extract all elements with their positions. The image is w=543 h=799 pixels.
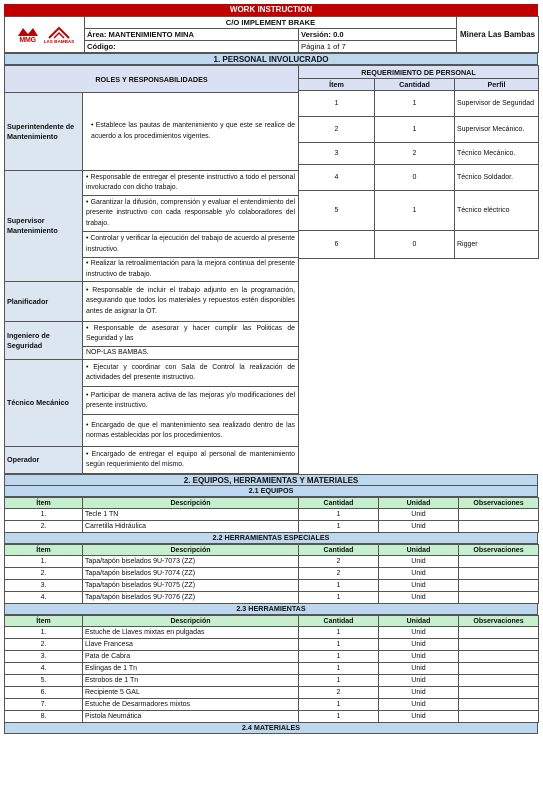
quantity: 0 — [375, 165, 455, 191]
profile: Supervisor de Seguridad — [455, 91, 539, 117]
table-row — [5, 592, 539, 604]
observations — [459, 521, 539, 533]
quantity: 2 — [299, 687, 379, 699]
company-name: Minera Las Bambas — [457, 17, 539, 53]
observations — [459, 568, 539, 580]
profile: Técnico Mecánico. — [455, 143, 539, 165]
table-row — [5, 639, 539, 651]
column-header-observations: Observaciones — [459, 545, 539, 556]
item-number: 3 — [299, 143, 375, 165]
unit: Unid — [379, 556, 459, 568]
role-responsibility: • Responsable de entregar el presente instructivo a todo el personal involucrado con dicho trabajo. — [83, 171, 299, 196]
table-row — [5, 556, 539, 568]
column-header-unit: Unidad — [379, 616, 459, 627]
role-responsibility: • Ejecutar y coordinar con Sala de Control la realización de actividades del presente instructivo. — [83, 360, 299, 387]
quantity: 1 — [375, 117, 455, 143]
herramientas-table — [4, 615, 539, 723]
quantity: 2 — [299, 568, 379, 580]
roles-table — [4, 65, 299, 474]
description: Tapa/tapón biselados 9U-7075 (ZZ) — [83, 580, 299, 592]
description: Llave Francesa — [83, 639, 299, 651]
quantity: 2 — [299, 556, 379, 568]
table-row — [299, 165, 539, 191]
table-row — [5, 568, 539, 580]
column-header-item: Ítem — [5, 545, 83, 556]
item-number: 1. — [5, 509, 83, 521]
quantity: 1 — [299, 509, 379, 521]
table-row — [299, 191, 539, 231]
table-row — [5, 521, 539, 533]
work-instruction-banner: WORK INSTRUCTION — [4, 4, 538, 16]
table-row — [5, 627, 539, 639]
equipos-title: 2.1 EQUIPOS — [4, 486, 538, 497]
section-1-body — [4, 65, 538, 474]
role-responsibility: • Controlar y verificar la ejecución del trabajo de acuerdo al presente instructivo. — [83, 232, 299, 258]
item-number: 1. — [5, 556, 83, 568]
section-1-title: 1. PERSONAL INVOLUCRADO — [4, 53, 538, 65]
unit: Unid — [379, 699, 459, 711]
role-name: Técnico Mecánico — [5, 360, 83, 447]
herramientas-title: 2.3 HERRAMIENTAS — [4, 604, 538, 615]
unit: Unid — [379, 592, 459, 604]
unit: Unid — [379, 663, 459, 675]
herramientas-especiales-title: 2.2 HERRAMIENTAS ESPECIALES — [4, 533, 538, 544]
page-number: Página 1 of 7 — [299, 41, 457, 53]
unit: Unid — [379, 687, 459, 699]
column-header-unit: Unidad — [379, 498, 459, 509]
quantity: 1 — [299, 639, 379, 651]
document-page — [4, 4, 538, 734]
item-number: 6 — [299, 231, 375, 259]
description: Tapa/tapón biselados 9U-7073 (ZZ) — [83, 556, 299, 568]
observations — [459, 687, 539, 699]
table-row — [5, 675, 539, 687]
company-logo — [5, 17, 85, 53]
observations — [459, 663, 539, 675]
role-name: Supervisor Mantenimiento — [5, 171, 83, 282]
profile: Técnico eléctrico — [455, 191, 539, 231]
column-header-observations: Observaciones — [459, 616, 539, 627]
item-number: 5 — [299, 191, 375, 231]
description: Tapa/tapón biselados 9U-7074 (ZZ) — [83, 568, 299, 580]
table-row — [5, 663, 539, 675]
quantity: 0 — [375, 231, 455, 259]
item-number: 1 — [299, 91, 375, 117]
unit: Unid — [379, 580, 459, 592]
item-number: 2. — [5, 568, 83, 580]
description: Pistola Neumática — [83, 711, 299, 723]
description: Tapa/tapón biselados 9U-7076 (ZZ) — [83, 592, 299, 604]
profile: Técnico Soldador. — [455, 165, 539, 191]
role-responsibility: NOP-LAS BAMBAS. — [83, 347, 299, 360]
role-name: Planificador — [5, 282, 83, 322]
observations — [459, 699, 539, 711]
item-number: 2 — [299, 117, 375, 143]
role-name: Operador — [5, 447, 83, 474]
herramientas-especiales-table — [4, 544, 539, 604]
table-row — [5, 509, 539, 521]
description: Estuche de Llaves mixtas en pulgadas — [83, 627, 299, 639]
column-header-description: Descripción — [83, 616, 299, 627]
role-responsibility: • Garantizar la difusión, comprensión y evaluar el entendimiento del presente instructivo con cada responsable y/o colaboradores del trabajo. — [83, 196, 299, 232]
role-responsibility: • Responsable de incluir el trabajo adjunto en la programación, asegurando que todos los materiales y repuestos estén disponibles antes de asignar la OT. — [83, 282, 299, 322]
quantity: 1 — [299, 711, 379, 723]
role-responsibility: • Realizar la retroalimentación para la mejora continua del presente instructivo de trabajo. — [83, 258, 299, 282]
item-number: 8. — [5, 711, 83, 723]
column-header-quantity: Cantidad — [299, 498, 379, 509]
description: Recipiente 5 GAL — [83, 687, 299, 699]
item-number: 4 — [299, 165, 375, 191]
quantity: 1 — [299, 699, 379, 711]
quantity: 1 — [375, 91, 455, 117]
unit: Unid — [379, 509, 459, 521]
quantity: 1 — [299, 627, 379, 639]
profile: Supervisor Mecánico. — [455, 117, 539, 143]
table-row — [299, 231, 539, 259]
column-header-description: Descripción — [83, 498, 299, 509]
unit: Unid — [379, 639, 459, 651]
description: Estuche de Desarmadores mixtos — [83, 699, 299, 711]
observations — [459, 639, 539, 651]
mmg-logo: MMG — [15, 25, 41, 45]
column-header-description: Descripción — [83, 545, 299, 556]
item-number: 4. — [5, 663, 83, 675]
column-header-profile: Perfil — [455, 79, 539, 91]
quantity: 1 — [375, 191, 455, 231]
document-title: C/O IMPLEMENT BRAKE — [85, 17, 457, 29]
equipos-table — [4, 497, 539, 533]
role-name: Superintendente de Mantenimiento — [5, 93, 83, 171]
las-bambas-logo-icon — [47, 26, 71, 39]
quantity: 1 — [299, 663, 379, 675]
column-header-unit: Unidad — [379, 545, 459, 556]
item-number: 6. — [5, 687, 83, 699]
observations — [459, 592, 539, 604]
item-number: 2. — [5, 521, 83, 533]
column-header-quantity: Cantidad — [299, 545, 379, 556]
personnel-requirement-table — [298, 65, 539, 259]
item-number: 3. — [5, 580, 83, 592]
unit: Unid — [379, 627, 459, 639]
description: Estrobos de 1 Tn — [83, 675, 299, 687]
unit: Unid — [379, 521, 459, 533]
quantity: 1 — [299, 675, 379, 687]
observations — [459, 556, 539, 568]
table-row — [5, 687, 539, 699]
unit: Unid — [379, 675, 459, 687]
table-row — [5, 711, 539, 723]
role-responsibility: • Establece las pautas de mantenimiento y que este se realice de acuerdo a los procedimientos vigentes. — [83, 93, 299, 171]
roles-header: ROLES Y RESPONSABILIDADES — [5, 66, 299, 93]
las-bambas-logo: LAS BAMBAS — [44, 26, 75, 44]
observations — [459, 580, 539, 592]
table-row — [5, 651, 539, 663]
observations — [459, 711, 539, 723]
observations — [459, 509, 539, 521]
quantity: 1 — [299, 651, 379, 663]
role-responsibility: • Participar de manera activa de las mejoras y/o modificaciones del presente instructivo. — [83, 387, 299, 415]
column-header-item: Ítem — [299, 79, 375, 91]
code-field: Código: — [85, 41, 299, 53]
materiales-title: 2.4 MATERIALES — [4, 723, 538, 734]
column-header-quantity: Cantidad — [299, 616, 379, 627]
unit: Unid — [379, 711, 459, 723]
observations — [459, 651, 539, 663]
item-number: 2. — [5, 639, 83, 651]
table-row — [299, 143, 539, 165]
document-header — [4, 16, 539, 53]
description: Eslingas de 1 Tn — [83, 663, 299, 675]
quantity: 1 — [299, 592, 379, 604]
description: Pata de Cabra — [83, 651, 299, 663]
quantity: 1 — [299, 521, 379, 533]
unit: Unid — [379, 651, 459, 663]
table-row — [5, 580, 539, 592]
item-number: 1. — [5, 627, 83, 639]
table-row — [299, 117, 539, 143]
profile: Rigger — [455, 231, 539, 259]
column-header-observations: Observaciones — [459, 498, 539, 509]
role-responsibility: • Encargado de entregar el equipo al personal de mantenimiento según requerimiento del mismo. — [83, 447, 299, 474]
observations — [459, 627, 539, 639]
column-header-item: Ítem — [5, 498, 83, 509]
description: Tecle 1 TN — [83, 509, 299, 521]
unit: Unid — [379, 568, 459, 580]
requirement-header: REQUERIMIENTO DE PERSONAL — [299, 66, 539, 79]
role-responsibility: • Responsable de asesorar y hacer cumplir las Politicas de Seguridad y las — [83, 322, 299, 347]
quantity: 1 — [299, 580, 379, 592]
column-header-quantity: Cantidad — [375, 79, 455, 91]
section-2-title: 2. EQUIPOS, HERRAMIENTAS Y MATERIALES — [4, 474, 538, 486]
item-number: 5. — [5, 675, 83, 687]
column-header-item: Ítem — [5, 616, 83, 627]
version-field: Versión: 0.0 — [299, 29, 457, 41]
item-number: 7. — [5, 699, 83, 711]
table-row — [299, 91, 539, 117]
role-name: Ingeniero de Seguridad — [5, 322, 83, 360]
role-responsibility: • Encargado de que el mantenimiento sea realizado dentro de las normas establecidas por los procedimientos. — [83, 415, 299, 447]
quantity: 2 — [375, 143, 455, 165]
description: Carretilla Hidráulica — [83, 521, 299, 533]
area-field: Área: MANTENIMIENTO MINA — [85, 29, 299, 41]
item-number: 3. — [5, 651, 83, 663]
mmg-logo-icon — [17, 26, 39, 37]
table-row — [5, 699, 539, 711]
observations — [459, 675, 539, 687]
item-number: 4. — [5, 592, 83, 604]
